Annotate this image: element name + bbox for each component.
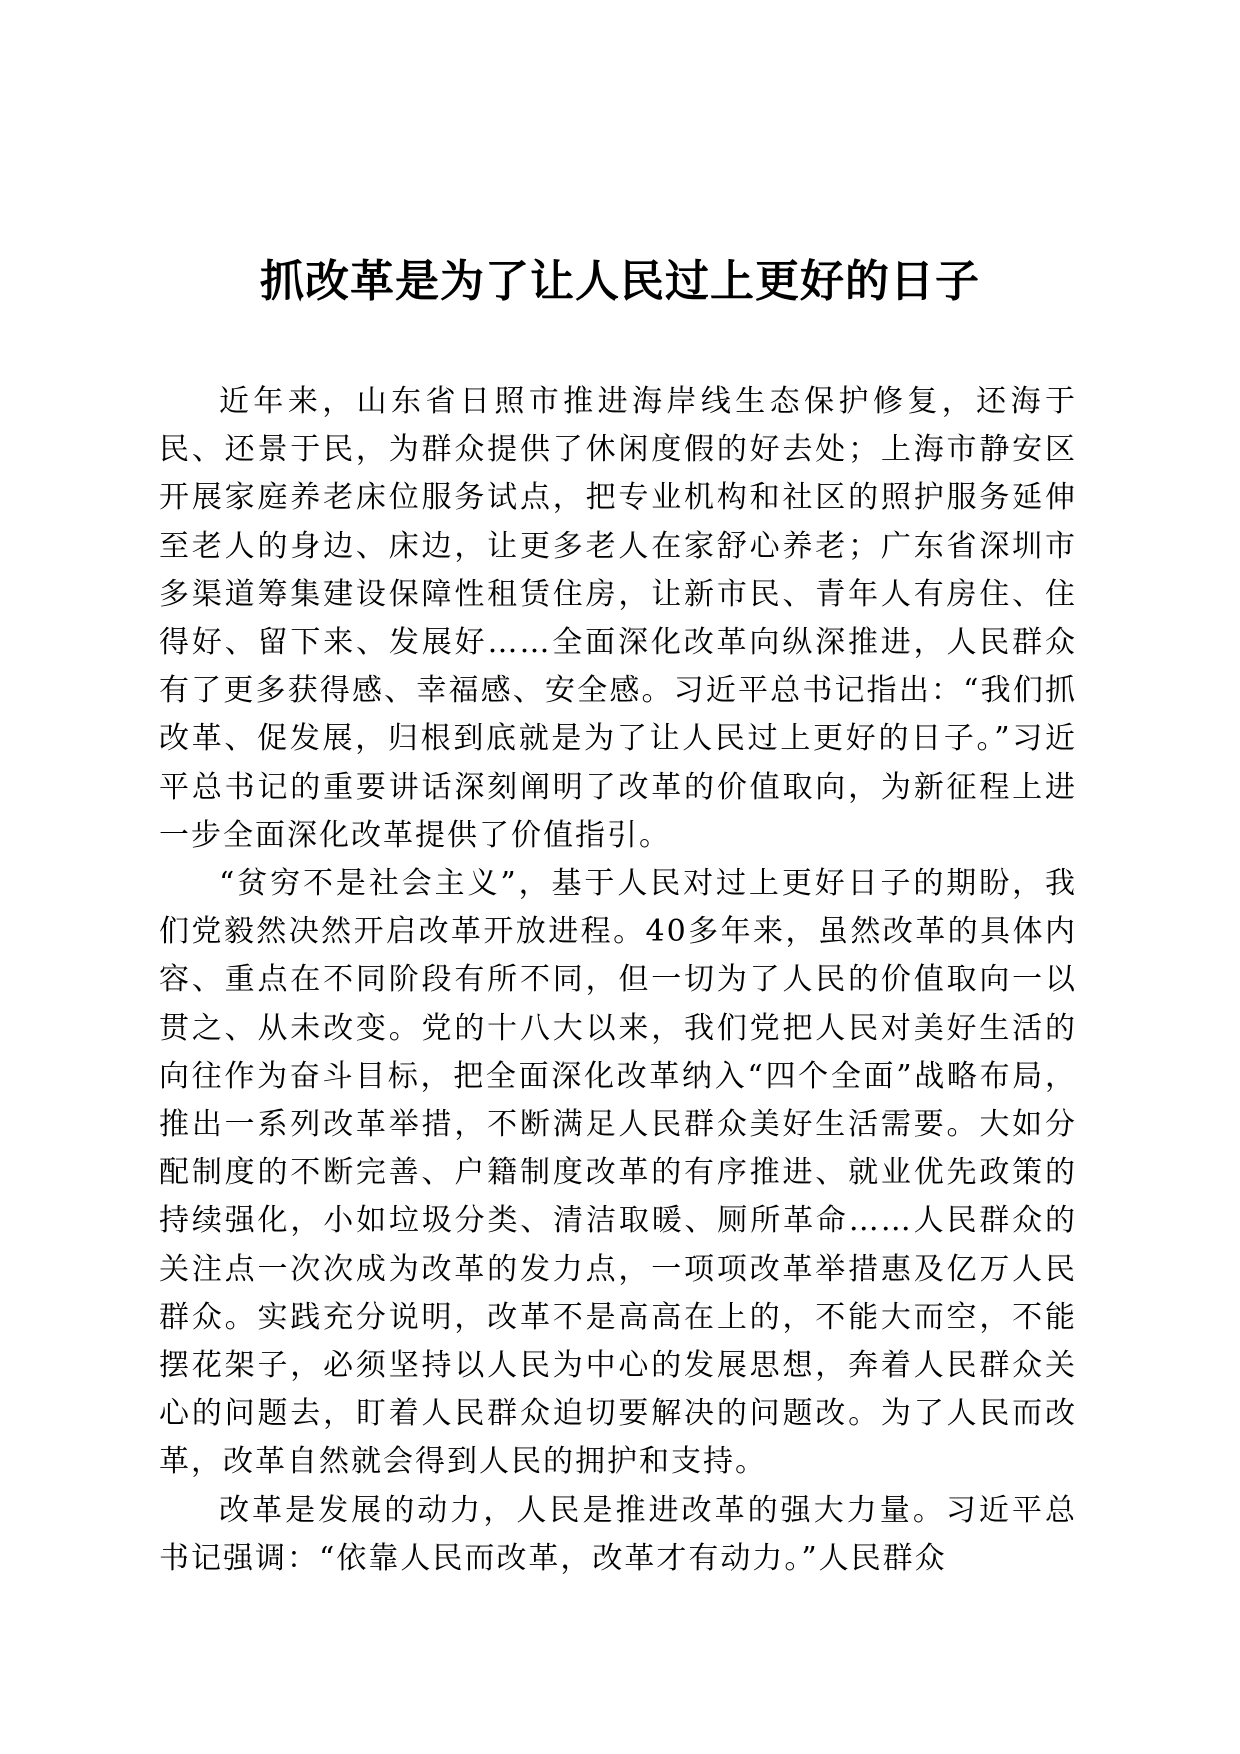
paragraph-3: 改革是发展的动力，人民是推进改革的强大力量。习近平总书记强调：“依靠人民而改革，改革才有动力。”人民群众	[159, 1492, 1077, 1576]
document-title: 抓改革是为了让人民过上更好的日子	[260, 256, 980, 307]
paragraph-2: “贫穷不是社会主义”，基于人民对过上更好日子的期盼，我们党毅然决然开启改革开放进程。40多年来，虽然改革的具体内容、重点在不同阶段有所不同，但一切为了人民的价值取向一以贯之、从未改变。党的十八大以来，我们党把人民对美好生活的向往作为奋斗目标，把全面深化改革纳入“四个全面”战略布局，推出一系列改革举措，不断满足人民群众美好生活需要。大如分配制度的不断完善、户籍制度改革的有序推进、就业优先政策的持续强化，小如垃圾分类、清洁取暖、厕所革命……人民群众的关注点一次次成为改革的发力点，一项项改革举措惠及亿万人民群众。实践充分说明，改革不是高高在上的，不能大而空，不能摆花架子，必须坚持以人民为中心的发展思想，奔着人民群众关心的问题去，盯着人民群众迫切要解决的问题改。为了人民而改革，改革自然就会得到人民的拥护和支持。	[159, 866, 1077, 1480]
document-body	[159, 378, 1077, 1583]
paragraph-1: 近年来，山东省日照市推进海岸线生态保护修复，还海于民、还景于民，为群众提供了休闲度假的好去处；上海市静安区开展家庭养老床位服务试点，把专业机构和社区的照护服务延伸至老人的身边、床边，让更多老人在家舒心养老；广东省深圳市多渠道筹集建设保障性租赁住房，让新市民、青年人有房住、住得好、留下来、发展好……全面深化改革向纵深推进，人民群众有了更多获得感、幸福感、安全感。习近平总书记指出：“我们抓改革、促发展，归根到底就是为了让人民过上更好的日子。”习近平总书记的重要讲话深刻阐明了改革的价值取向，为新征程上进一步全面深化改革提供了价值指引。	[159, 384, 1077, 853]
